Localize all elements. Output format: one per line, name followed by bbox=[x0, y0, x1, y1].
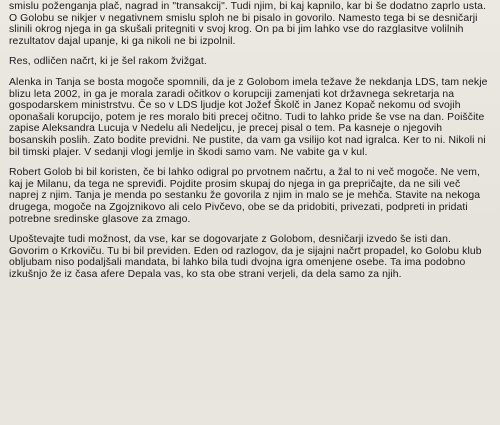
paragraph-4: Robert Golob bi bil koristen, če bi lahko odigral po prvotnem načrtu, a žal to ni več mogoče. Ne vem, kaj je Milanu, da tega ne spreviđi. Pojdite prosim skupaj do njega in ga prepričajte, da ne sili več naprej z njim. Tanja je menda po sestanku že govorila z njim in malo se je mehča. Stavite na nekoga drugega, mogoče na Zgojznikovo ali celo Pivčevo, obe se da pridobiti, privezati, podpreti in pridati potrebne sredinske glasove za zmago. bbox=[9, 167, 481, 225]
paragraph-1: smislu poženganja plač, nagrad in "transakcij". Tudi njim, bi kaj kapnilo, kar bi še dodatno zaprlo usta. O Golobu se nikjer v negativnem smislu sploh ne bi pisalo in govorilo. Namesto tega bi se desničarji slinili okrog njega in ga skušali pritegniti v svoj krog. On pa bi jim lahko vse do razglasitve volilnih rezultatov dajal upanje, ki ga nikoli ne bi izpolnil. bbox=[9, 1, 487, 47]
paragraph-2: Res, odličen načrt, ki je šel rakom žvižgat. bbox=[9, 56, 207, 68]
paragraph-5: Upoštevajte tudi možnost, da vse, kar se dogovarjate z Golobom, desničarji izvedo še isti dan. Govorim o Krkoviču. Tu bi bil previden. Eden od razlogov, da je sijajni načrt propadel, ko Golobu klub obljubam niso podaljšali mandata, bi lahko bila tudi dvojna igra omenjene osebe. Ta ima podobno izkušnjo že iz časa afere Depala vas, ko sta obe strani verjeli, da dela samo za njih. bbox=[9, 234, 482, 280]
paragraph-3: Alenka in Tanja se bosta mogoče spomnili, da je z Golobom imela težave že nekdanja LDS, tam nekje blizu leta 2002, in ga je morala zaradi očitkov o korupciji zamenjati kot državnega sekretarja na gospodarskem ministrstvu. Če so v LDS ljudje kot Jožef Školč in Janez Kopač nekomu od svojih oponašali korupcijo, potem je res moralo biti precej očitno. Tudi to lahko pride še vse na dan. Poiščite zapise Aleksandra Lucuja v Nedelu ali Nedeljcu, je precej pisal o tem. Pa kasneje o njegovih bosanskih poslih. Zato bodite previdni. Ne pustite, da vam ga vsilijo kot nad igralca. Ker to ni. Nikoli ni bil timski plajer. V sedanji vlogi jemlje in škodi samo vam. Ne vabite ga v kul. bbox=[9, 76, 488, 158]
